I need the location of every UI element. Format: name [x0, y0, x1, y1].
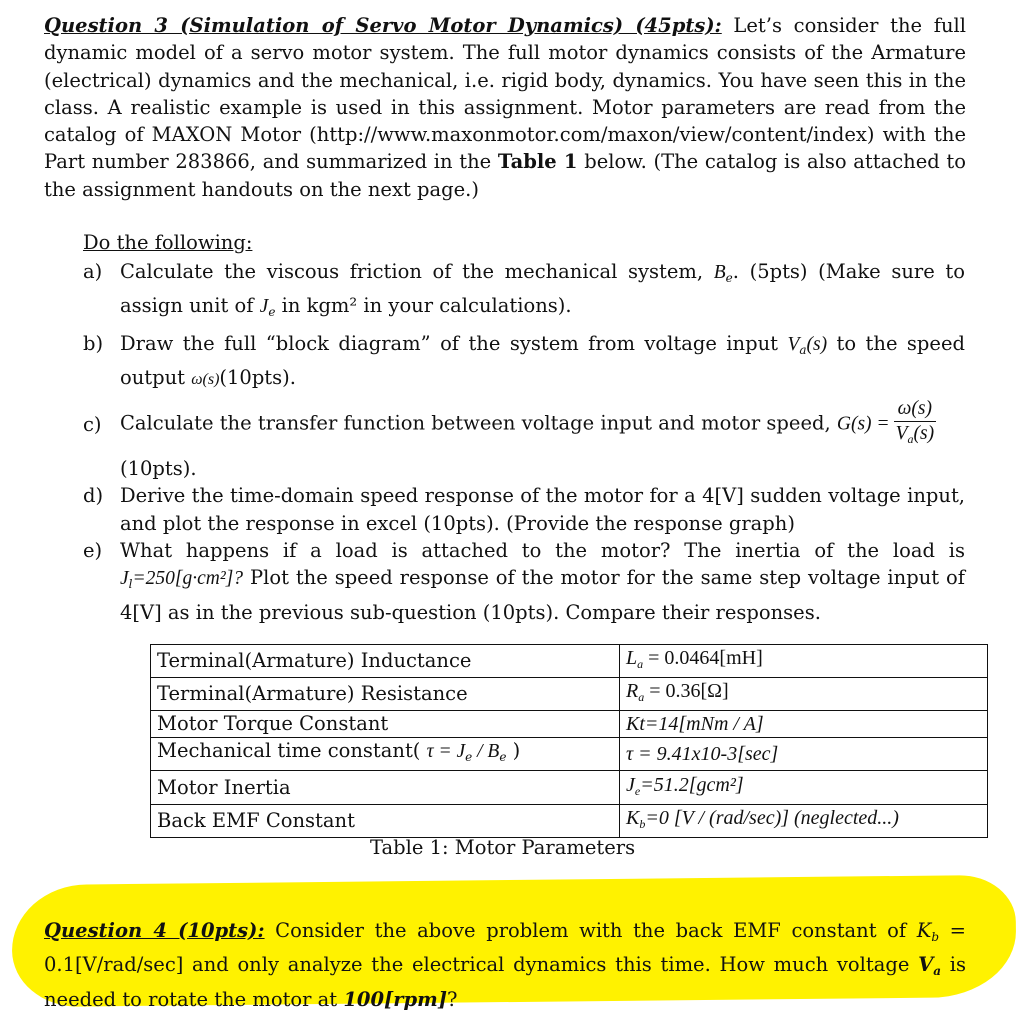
math-subscript: l: [128, 577, 133, 592]
question3-intro-1: Let’s consider the full dynamic model of a servo motor system. The full motor dynamics consists of the Armature (electrical) dynamics and the mechanical, i.e. rigid body, dynamics. You have seen this in the class. A realistic example is used in this assignment. Motor parameters are read from the catalog of MAXON Motor (http://www.maxonmotor.com/maxon/view/content/index) with the Part number 283866, and summarized in the: [44, 14, 966, 174]
table-row: [151, 711, 988, 738]
subquestion-text: Calculate the viscous friction of the mechanical system,: [120, 260, 714, 283]
math-value: = 0.0464[mH]: [643, 647, 763, 669]
math-subscript: a: [638, 690, 645, 704]
param-value: [620, 805, 988, 838]
math-symbol: K: [626, 807, 640, 829]
math-symbol: V: [918, 953, 934, 977]
param-value: [620, 645, 988, 678]
math-subscript: b: [639, 817, 646, 831]
math-value: = 0.36[Ω]: [644, 680, 729, 702]
param-value: τ = 9.41x10-3[sec]: [620, 738, 988, 771]
subquestion-c-points: [83, 455, 965, 482]
param-value: Kt=14[mNm / A]: [620, 711, 988, 738]
param-name: Terminal(Armature) Resistance: [151, 678, 620, 711]
table-row: [151, 771, 988, 805]
motor-parameters-table: [150, 644, 988, 838]
table-caption: Table 1: Motor Parameters: [370, 836, 636, 859]
subquestion-c: [83, 393, 965, 455]
math-symbol: (s): [913, 423, 935, 445]
math-subscript: e: [465, 750, 473, 764]
math-symbol: V: [895, 423, 908, 445]
math-subscript: a: [637, 657, 644, 671]
question3-title: Question 3 (Simulation of Servo Motor Dynamics) (45pts):: [44, 14, 722, 37]
math-symbol: J: [259, 296, 269, 318]
question4-text: Consider the above problem with the back EMF constant of: [264, 919, 917, 942]
math-subscript: b: [931, 930, 940, 944]
subquestion-text: Plot the speed response of the motor for the same step voltage input of 4[V] as in the previous sub-question (10pts). Compare their responses.: [120, 566, 965, 624]
table-ref: Table 1: [497, 150, 578, 174]
math-subscript: a: [799, 342, 807, 357]
subquestion-text: to the speed output: [120, 331, 965, 389]
subquestion-e: [83, 537, 965, 626]
math-fraction: [892, 398, 939, 450]
math-symbol: B: [713, 262, 726, 283]
subquestion-a: [83, 258, 965, 327]
math-symbol: J: [120, 568, 129, 590]
subquestion-text: in kgm² in your calculations).: [275, 294, 572, 318]
subquestion-text: Draw the full “block diagram” of the system from voltage input: [120, 331, 788, 355]
question3-intro-2: below. (The catalog is also attached to the assignment handouts on the next page.): [44, 150, 966, 201]
param-value: [620, 678, 988, 711]
subquestion-b: [83, 330, 965, 394]
math-lhs: G(s) =: [836, 413, 890, 435]
param-name-text: Mechanical time constant(: [157, 739, 427, 762]
param-name: Motor Inertia: [151, 771, 620, 805]
subquestion-label: a): [83, 260, 103, 283]
target-speed: 100[rpm]: [343, 987, 448, 1011]
math-symbol: τ = J: [426, 741, 466, 762]
math-symbol: J: [626, 773, 635, 796]
math-symbol: L: [626, 647, 638, 669]
math-symbol: / B: [472, 741, 500, 762]
subquestion-label: d): [83, 484, 104, 508]
subquestion-text: Derive the time-domain speed response of the motor for a 4[V] sudden voltage input, and plot the response in excel (10pts). (Provide the response graph): [120, 484, 965, 535]
subquestion-list: [83, 258, 965, 626]
math-symbol: V: [787, 333, 800, 355]
subquestion-text: (10pts).: [120, 457, 197, 481]
table-row: [151, 678, 988, 711]
subquestion-text: . (5pts) (Make sure to assign unit of: [120, 260, 965, 318]
math-subscript: e: [725, 271, 733, 285]
math-symbol: R: [626, 680, 639, 702]
question4-text: is needed to rotate the motor at: [44, 953, 966, 1011]
math-symbol: K: [916, 919, 932, 942]
math-symbol: ω(s): [191, 370, 220, 388]
math-symbol: (s): [806, 333, 828, 355]
param-value: [620, 771, 988, 805]
param-name: Motor Torque Constant: [151, 711, 620, 738]
math-subscript: e: [499, 750, 507, 764]
subquestion-text: Calculate the transfer function between voltage input and motor speed,: [120, 411, 837, 435]
subquestion-label: b): [83, 331, 104, 355]
subquestion-d: [83, 482, 965, 537]
math-subscript: e: [634, 783, 641, 798]
param-name: [151, 738, 620, 771]
math-subscript: a: [907, 432, 914, 447]
question4-paragraph: [44, 917, 966, 1013]
param-name: Back EMF Constant: [151, 805, 620, 838]
table-row: [151, 738, 988, 771]
subquestion-text: What happens if a load is attached to the motor? The inertia of the load is: [120, 539, 965, 563]
param-name: Terminal(Armature) Inductance: [151, 645, 620, 678]
subquestion-text: (10pts).: [219, 365, 296, 389]
question4-text: = 0.1[V/rad/sec] and only analyze the electrical dynamics this time. How much voltage: [44, 919, 966, 977]
subquestion-text-wrap: [120, 398, 965, 450]
question4-title: Question 4 (10pts):: [44, 919, 265, 942]
do-following-heading: Do the following:: [83, 231, 253, 254]
subquestion-label: e): [83, 539, 103, 563]
math-symbol: =250[g·cm²]?: [132, 568, 244, 590]
math-value: =0 [V / (rad/sec)] (neglected...): [645, 807, 899, 829]
subquestion-label: c): [83, 413, 102, 437]
math-subscript: a: [933, 964, 942, 979]
table-row: [151, 805, 988, 838]
question4-text: ?: [447, 987, 458, 1011]
param-name-text: ): [506, 739, 521, 762]
table-row: [151, 645, 988, 678]
fraction-denominator: [892, 422, 939, 450]
question3-paragraph: [44, 12, 966, 203]
math-value: =51.2[gcm²]: [640, 773, 744, 796]
fraction-numerator: ω(s): [894, 398, 936, 422]
math-subscript: e: [268, 305, 276, 320]
